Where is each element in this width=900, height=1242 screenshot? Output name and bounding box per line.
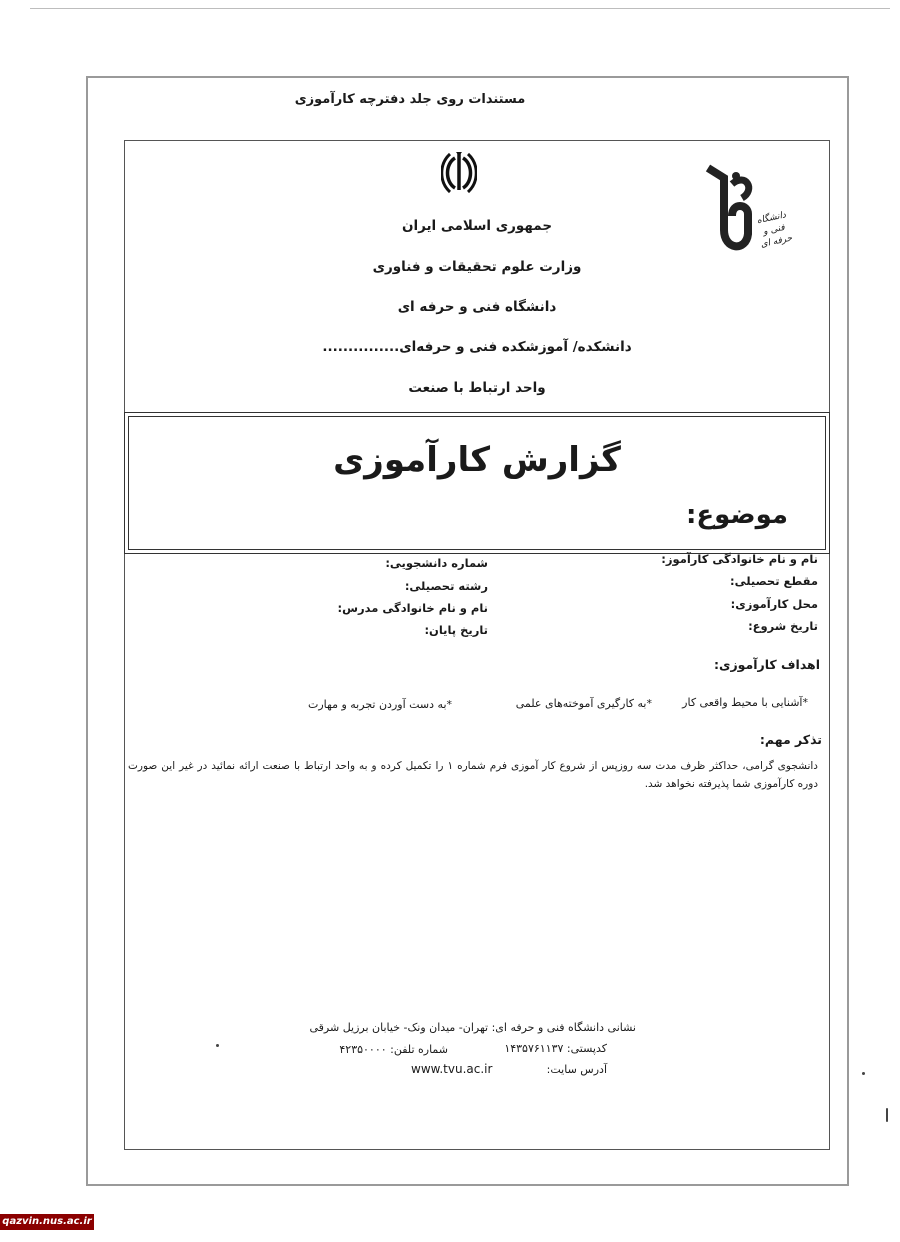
cover-frame (124, 140, 830, 1150)
report-title: گزارش کارآموزی (333, 440, 621, 480)
field-internship-place: محل کارآموزی: (730, 597, 818, 611)
header-industry-unit: واحد ارتباط با صنعت (408, 380, 546, 396)
postal-code: کدپستی: ۱۴۳۵۷۶۱۱۳۷ (504, 1042, 607, 1055)
field-trainee-name: نام و نام خانوادگی کارآموز: (661, 552, 818, 566)
goal-item: *به دست آوردن تجربه و مهارت (308, 698, 452, 711)
field-instructor-name: نام و نام خانوادگی مدرس: (337, 601, 488, 615)
phone-number: شماره تلفن: ۴۲۳۵۰۰۰۰ (339, 1043, 448, 1056)
note-text: دانشجوی گرامی، حداکثر ظرف مدت سه روزپس از شروع کار آموزی فرم شماره ۱ را تکمیل کرده و به واحد ارتباط با صنعت ارائه نمائید در غیر این صورت دوره کارآموزی شما پذیرفته نخواهد شد. (128, 760, 818, 790)
site-url[interactable]: www.tvu.ac.ir (411, 1062, 493, 1076)
header-university: دانشگاه فنی و حرفه ای (397, 299, 557, 315)
scan-top-edge (30, 8, 890, 9)
title-box (124, 412, 830, 554)
header-faculty: دانشکده/ آموزشکده فنی و حرفه‌ای............... (322, 339, 632, 355)
header-republic: جمهوری اسلامی ایران (401, 218, 553, 234)
field-end-date: تاریخ پایان: (424, 623, 488, 637)
watermark-badge: qazvin.nus.ac.ir (0, 1214, 94, 1230)
university-logo-caption: دانشگاه فنی و حرفه ای (756, 210, 794, 250)
field-student-number: شماره دانشجویی: (385, 556, 488, 570)
iran-emblem-icon (441, 150, 477, 196)
note-heading: تذکر مهم: (759, 732, 822, 747)
field-degree: مقطع تحصیلی: (729, 574, 818, 588)
goal-item: *آشنایی با محیط واقعی کار (682, 696, 808, 709)
scan-speck (886, 1108, 888, 1122)
scan-speck (862, 1072, 865, 1075)
address-line: نشانی دانشگاه فنی و حرفه ای: تهران- میدان ونک- خیابان برزیل شرقی (309, 1021, 636, 1034)
scan-speck (216, 1044, 219, 1047)
goals-heading: اهداف کارآموزی: (714, 657, 820, 672)
header-ministry: وزارت علوم تحقیقات و فناوری (372, 259, 582, 275)
site-label: آدرس سایت: (546, 1063, 607, 1076)
field-major: رشته تحصیلی: (404, 579, 488, 593)
subject-label: موضوع: (686, 500, 788, 530)
cover-caption: مستندات روی جلد دفترچه کارآموزی (294, 92, 526, 107)
goal-item: *به کارگیری آموخته‌های علمی (515, 697, 652, 710)
field-start-date: تاریخ شروع: (748, 619, 818, 633)
